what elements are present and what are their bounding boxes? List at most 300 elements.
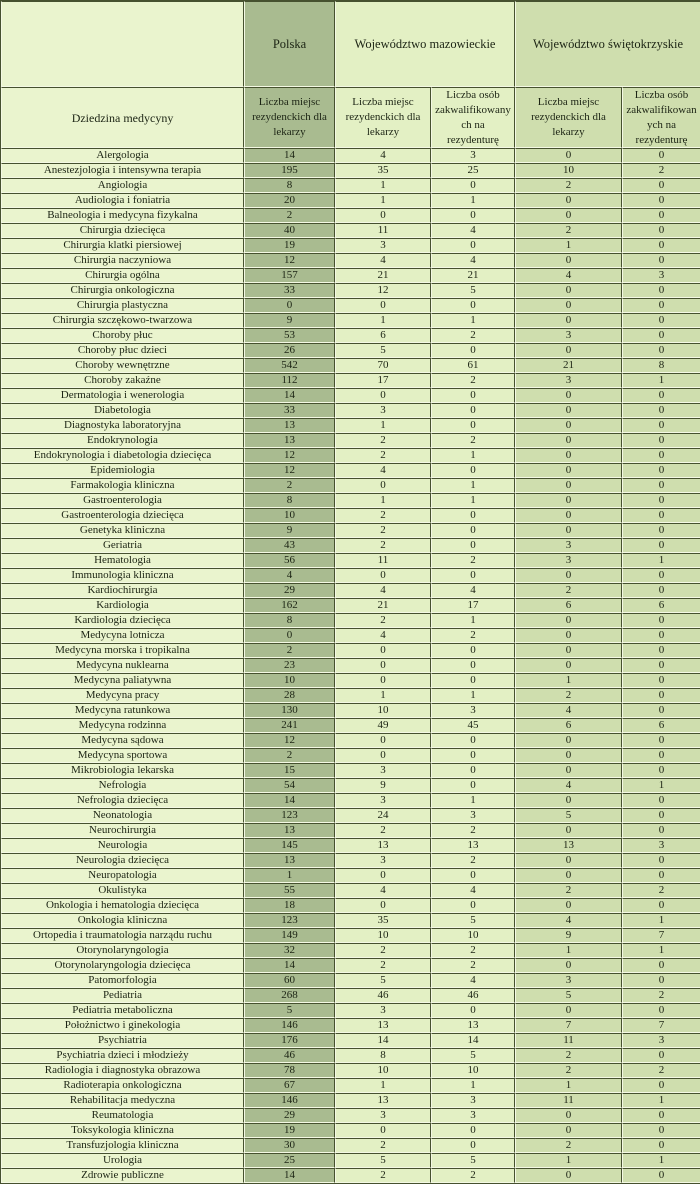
table-row — [1, 1108, 700, 1123]
swietokrzyskie-zakwalifikowani-cell: 8 — [622, 358, 700, 373]
polska-miejsca-cell: 33 — [244, 283, 335, 298]
swietokrzyskie-miejsca-cell: 3 — [515, 538, 622, 553]
mazowieckie-miejsca-cell: 46 — [335, 988, 431, 1003]
mazowieckie-miejsca-cell: 1 — [335, 313, 431, 328]
swietokrzyskie-zakwalifikowani-cell: 0 — [622, 208, 700, 223]
swietokrzyskie-miejsca-cell: 1 — [515, 673, 622, 688]
table-row — [1, 178, 700, 193]
polska-miejsca-cell: 20 — [244, 193, 335, 208]
mazowieckie-miejsca-cell: 0 — [335, 208, 431, 223]
mazowieckie-miejsca-cell: 0 — [335, 298, 431, 313]
mazowieckie-zakwalifikowani-cell: 4 — [431, 883, 515, 898]
swietokrzyskie-miejsca-cell: 0 — [515, 1003, 622, 1018]
swietokrzyskie-miejsca-cell: 0 — [515, 253, 622, 268]
mazowieckie-zakwalifikowani-cell: 2 — [431, 433, 515, 448]
swietokrzyskie-zakwalifikowani-cell: 0 — [622, 523, 700, 538]
specialty-name-cell: Pediatria metaboliczna — [1, 1003, 244, 1018]
mazowieckie-zakwalifikowani-cell: 0 — [431, 208, 515, 223]
mazowieckie-zakwalifikowani-cell: 1 — [431, 493, 515, 508]
polska-miejsca-cell: 130 — [244, 703, 335, 718]
swietokrzyskie-miejsca-cell: 0 — [515, 658, 622, 673]
specialty-name-cell: Onkologia kliniczna — [1, 913, 244, 928]
table-body — [1, 148, 700, 1183]
mazowieckie-zakwalifikowani-cell: 21 — [431, 268, 515, 283]
mazowieckie-miejsca-cell: 0 — [335, 643, 431, 658]
polska-miejsca-cell: 30 — [244, 1138, 335, 1153]
mazowieckie-zakwalifikowani-cell: 1 — [431, 193, 515, 208]
swietokrzyskie-miejsca-cell: 2 — [515, 1063, 622, 1078]
mazowieckie-zakwalifikowani-cell: 13 — [431, 838, 515, 853]
specialty-name-cell: Medycyna pracy — [1, 688, 244, 703]
table-row — [1, 253, 700, 268]
swietokrzyskie-miejsca-cell: 3 — [515, 553, 622, 568]
swietokrzyskie-miejsca-cell: 0 — [515, 628, 622, 643]
mazowieckie-miejsca-cell: 0 — [335, 898, 431, 913]
swietokrzyskie-miejsca-cell: 0 — [515, 613, 622, 628]
polska-miejsca-cell: 0 — [244, 298, 335, 313]
polska-miejsca-cell: 60 — [244, 973, 335, 988]
swietokrzyskie-zakwalifikowani-cell: 0 — [622, 148, 700, 163]
swietokrzyskie-miejsca-cell: 2 — [515, 223, 622, 238]
table-row — [1, 628, 700, 643]
polska-miejsca-cell: 56 — [244, 553, 335, 568]
swietokrzyskie-miejsca-cell: 0 — [515, 793, 622, 808]
table-row — [1, 358, 700, 373]
mazowieckie-miejsca-cell: 14 — [335, 1033, 431, 1048]
specialty-name-cell: Otorynolaryngologia — [1, 943, 244, 958]
table-row — [1, 823, 700, 838]
mazowieckie-zakwalifikowani-cell: 0 — [431, 538, 515, 553]
table-row — [1, 493, 700, 508]
specialty-name-cell: Medycyna lotnicza — [1, 628, 244, 643]
polska-miejsca-cell: 149 — [244, 928, 335, 943]
mazowieckie-miejsca-cell: 8 — [335, 1048, 431, 1063]
column-header-dziedzina: Dziedzina medycyny — [1, 87, 244, 148]
specialty-name-cell: Medycyna nuklearna — [1, 658, 244, 673]
swietokrzyskie-miejsca-cell: 5 — [515, 988, 622, 1003]
mazowieckie-miejsca-cell: 4 — [335, 463, 431, 478]
table-row — [1, 433, 700, 448]
specialty-name-cell: Neonatologia — [1, 808, 244, 823]
specialty-name-cell: Farmakologia kliniczna — [1, 478, 244, 493]
swietokrzyskie-miejsca-cell: 0 — [515, 403, 622, 418]
swietokrzyskie-zakwalifikowani-cell: 0 — [622, 508, 700, 523]
specialty-name-cell: Nefrologia — [1, 778, 244, 793]
mazowieckie-zakwalifikowani-cell: 2 — [431, 823, 515, 838]
swietokrzyskie-zakwalifikowani-cell: 3 — [622, 268, 700, 283]
mazowieckie-miejsca-cell: 0 — [335, 568, 431, 583]
swietokrzyskie-zakwalifikowani-cell: 0 — [622, 463, 700, 478]
swietokrzyskie-miejsca-cell: 0 — [515, 388, 622, 403]
polska-miejsca-cell: 8 — [244, 493, 335, 508]
column-header-mazowieckie-zakwalifikowani: Liczba osób zakwalifikowanych na rezydenturę — [431, 87, 515, 148]
specialty-name-cell: Medycyna sądowa — [1, 733, 244, 748]
table-row — [1, 748, 700, 763]
specialty-name-cell: Radiologia i diagnostyka obrazowa — [1, 1063, 244, 1078]
mazowieckie-zakwalifikowani-cell: 14 — [431, 1033, 515, 1048]
swietokrzyskie-zakwalifikowani-cell: 0 — [622, 973, 700, 988]
swietokrzyskie-zakwalifikowani-cell: 0 — [622, 688, 700, 703]
specialty-name-cell: Radioterapia onkologiczna — [1, 1078, 244, 1093]
specialty-name-cell: Neurologia dziecięca — [1, 853, 244, 868]
polska-miejsca-cell: 43 — [244, 538, 335, 553]
swietokrzyskie-miejsca-cell: 0 — [515, 283, 622, 298]
specialty-name-cell: Immunologia kliniczna — [1, 568, 244, 583]
mazowieckie-miejsca-cell: 13 — [335, 838, 431, 853]
swietokrzyskie-miejsca-cell: 0 — [515, 193, 622, 208]
polska-miejsca-cell: 19 — [244, 238, 335, 253]
mazowieckie-miejsca-cell: 12 — [335, 283, 431, 298]
mazowieckie-zakwalifikowani-cell: 1 — [431, 478, 515, 493]
swietokrzyskie-zakwalifikowani-cell: 0 — [622, 1138, 700, 1153]
table-row — [1, 373, 700, 388]
swietokrzyskie-miejsca-cell: 4 — [515, 268, 622, 283]
specialty-name-cell: Genetyka kliniczna — [1, 523, 244, 538]
table-row — [1, 1078, 700, 1093]
table-row — [1, 1033, 700, 1048]
column-header-polska-miejsca: Liczba miejsc rezydenckich dla lekarzy — [244, 87, 335, 148]
mazowieckie-miejsca-cell: 0 — [335, 388, 431, 403]
mazowieckie-miejsca-cell: 4 — [335, 583, 431, 598]
table-row — [1, 973, 700, 988]
table-row — [1, 778, 700, 793]
swietokrzyskie-miejsca-cell: 13 — [515, 838, 622, 853]
swietokrzyskie-zakwalifikowani-cell: 1 — [622, 1153, 700, 1168]
table-row — [1, 853, 700, 868]
mazowieckie-miejsca-cell: 35 — [335, 163, 431, 178]
mazowieckie-zakwalifikowani-cell: 1 — [431, 1078, 515, 1093]
specialty-name-cell: Gastroenterologia — [1, 493, 244, 508]
mazowieckie-zakwalifikowani-cell: 0 — [431, 763, 515, 778]
mazowieckie-zakwalifikowani-cell: 0 — [431, 673, 515, 688]
swietokrzyskie-zakwalifikowani-cell: 0 — [622, 673, 700, 688]
swietokrzyskie-miejsca-cell: 0 — [515, 853, 622, 868]
table-row — [1, 388, 700, 403]
swietokrzyskie-zakwalifikowani-cell: 0 — [622, 583, 700, 598]
swietokrzyskie-miejsca-cell: 0 — [515, 568, 622, 583]
polska-miejsca-cell: 2 — [244, 748, 335, 763]
table-row — [1, 538, 700, 553]
mazowieckie-miejsca-cell: 3 — [335, 403, 431, 418]
specialty-name-cell: Kardiochirurgia — [1, 583, 244, 598]
polska-miejsca-cell: 14 — [244, 388, 335, 403]
swietokrzyskie-miejsca-cell: 1 — [515, 238, 622, 253]
table-row — [1, 568, 700, 583]
swietokrzyskie-zakwalifikowani-cell: 6 — [622, 598, 700, 613]
swietokrzyskie-miejsca-cell: 0 — [515, 508, 622, 523]
polska-miejsca-cell: 54 — [244, 778, 335, 793]
swietokrzyskie-zakwalifikowani-cell: 0 — [622, 223, 700, 238]
polska-miejsca-cell: 1 — [244, 868, 335, 883]
mazowieckie-zakwalifikowani-cell: 5 — [431, 913, 515, 928]
specialty-name-cell: Chirurgia ogólna — [1, 268, 244, 283]
swietokrzyskie-miejsca-cell: 1 — [515, 943, 622, 958]
swietokrzyskie-miejsca-cell: 5 — [515, 808, 622, 823]
polska-miejsca-cell: 2 — [244, 478, 335, 493]
mazowieckie-miejsca-cell: 6 — [335, 328, 431, 343]
table-row — [1, 478, 700, 493]
polska-miejsca-cell: 4 — [244, 568, 335, 583]
polska-miejsca-cell: 2 — [244, 208, 335, 223]
swietokrzyskie-zakwalifikowani-cell: 0 — [622, 808, 700, 823]
mazowieckie-zakwalifikowani-cell: 0 — [431, 343, 515, 358]
mazowieckie-zakwalifikowani-cell: 2 — [431, 373, 515, 388]
swietokrzyskie-zakwalifikowani-cell: 0 — [622, 283, 700, 298]
swietokrzyskie-zakwalifikowani-cell: 0 — [622, 898, 700, 913]
swietokrzyskie-zakwalifikowani-cell: 0 — [622, 238, 700, 253]
specialty-name-cell: Gastroenterologia dziecięca — [1, 508, 244, 523]
polska-miejsca-cell: 53 — [244, 328, 335, 343]
swietokrzyskie-zakwalifikowani-cell: 0 — [622, 1168, 700, 1183]
swietokrzyskie-miejsca-cell: 10 — [515, 163, 622, 178]
swietokrzyskie-zakwalifikowani-cell: 0 — [622, 313, 700, 328]
table-row — [1, 208, 700, 223]
mazowieckie-zakwalifikowani-cell: 0 — [431, 298, 515, 313]
mazowieckie-miejsca-cell: 0 — [335, 478, 431, 493]
swietokrzyskie-miejsca-cell: 3 — [515, 328, 622, 343]
mazowieckie-zakwalifikowani-cell: 0 — [431, 643, 515, 658]
swietokrzyskie-miejsca-cell: 3 — [515, 373, 622, 388]
swietokrzyskie-zakwalifikowani-cell: 0 — [622, 703, 700, 718]
specialty-name-cell: Diagnostyka laboratoryjna — [1, 418, 244, 433]
swietokrzyskie-miejsca-cell: 0 — [515, 448, 622, 463]
polska-miejsca-cell: 13 — [244, 418, 335, 433]
specialty-name-cell: Choroby zakaźne — [1, 373, 244, 388]
specialty-name-cell: Choroby wewnętrzne — [1, 358, 244, 373]
mazowieckie-zakwalifikowani-cell: 2 — [431, 958, 515, 973]
swietokrzyskie-miejsca-cell: 0 — [515, 418, 622, 433]
specialty-name-cell: Dermatologia i wenerologia — [1, 388, 244, 403]
swietokrzyskie-zakwalifikowani-cell: 0 — [622, 748, 700, 763]
mazowieckie-miejsca-cell: 1 — [335, 178, 431, 193]
mazowieckie-zakwalifikowani-cell: 5 — [431, 1048, 515, 1063]
mazowieckie-miejsca-cell: 5 — [335, 343, 431, 358]
table-row — [1, 583, 700, 598]
swietokrzyskie-zakwalifikowani-cell: 0 — [622, 478, 700, 493]
swietokrzyskie-miejsca-cell: 11 — [515, 1093, 622, 1108]
mazowieckie-zakwalifikowani-cell: 0 — [431, 868, 515, 883]
mazowieckie-miejsca-cell: 2 — [335, 1138, 431, 1153]
specialty-name-cell: Okulistyka — [1, 883, 244, 898]
swietokrzyskie-zakwalifikowani-cell: 0 — [622, 418, 700, 433]
swietokrzyskie-miejsca-cell: 0 — [515, 478, 622, 493]
swietokrzyskie-miejsca-cell: 9 — [515, 928, 622, 943]
table-row — [1, 1123, 700, 1138]
table-row — [1, 733, 700, 748]
mazowieckie-miejsca-cell: 13 — [335, 1093, 431, 1108]
table-row — [1, 508, 700, 523]
mazowieckie-zakwalifikowani-cell: 0 — [431, 898, 515, 913]
swietokrzyskie-zakwalifikowani-cell: 0 — [622, 628, 700, 643]
table-row — [1, 238, 700, 253]
group-header-mazowieckie: Województwo mazowieckie — [335, 1, 515, 87]
polska-miejsca-cell: 12 — [244, 253, 335, 268]
table-row — [1, 718, 700, 733]
swietokrzyskie-zakwalifikowani-cell: 2 — [622, 1063, 700, 1078]
mazowieckie-miejsca-cell: 2 — [335, 1168, 431, 1183]
swietokrzyskie-zakwalifikowani-cell: 1 — [622, 553, 700, 568]
swietokrzyskie-zakwalifikowani-cell: 3 — [622, 838, 700, 853]
specialty-name-cell: Zdrowie publiczne — [1, 1168, 244, 1183]
specialty-name-cell: Balneologia i medycyna fizykalna — [1, 208, 244, 223]
mazowieckie-zakwalifikowani-cell: 0 — [431, 508, 515, 523]
swietokrzyskie-zakwalifikowani-cell: 0 — [622, 298, 700, 313]
specialty-name-cell: Geriatria — [1, 538, 244, 553]
swietokrzyskie-zakwalifikowani-cell: 2 — [622, 883, 700, 898]
mazowieckie-miejsca-cell: 21 — [335, 598, 431, 613]
mazowieckie-miejsca-cell: 4 — [335, 148, 431, 163]
polska-miejsca-cell: 19 — [244, 1123, 335, 1138]
swietokrzyskie-miejsca-cell: 2 — [515, 1138, 622, 1153]
mazowieckie-zakwalifikowani-cell: 1 — [431, 313, 515, 328]
swietokrzyskie-miejsca-cell: 0 — [515, 343, 622, 358]
mazowieckie-zakwalifikowani-cell: 1 — [431, 688, 515, 703]
polska-miejsca-cell: 12 — [244, 463, 335, 478]
swietokrzyskie-zakwalifikowani-cell: 3 — [622, 1033, 700, 1048]
table-row — [1, 1168, 700, 1183]
table-row — [1, 163, 700, 178]
swietokrzyskie-miejsca-cell: 0 — [515, 958, 622, 973]
mazowieckie-miejsca-cell: 9 — [335, 778, 431, 793]
mazowieckie-zakwalifikowani-cell: 1 — [431, 793, 515, 808]
mazowieckie-zakwalifikowani-cell: 3 — [431, 148, 515, 163]
mazowieckie-miejsca-cell: 5 — [335, 973, 431, 988]
table-row — [1, 898, 700, 913]
swietokrzyskie-miejsca-cell: 1 — [515, 1078, 622, 1093]
swietokrzyskie-zakwalifikowani-cell: 0 — [622, 613, 700, 628]
mazowieckie-miejsca-cell: 0 — [335, 658, 431, 673]
swietokrzyskie-zakwalifikowani-cell: 0 — [622, 868, 700, 883]
table-row — [1, 883, 700, 898]
polska-miejsca-cell: 40 — [244, 223, 335, 238]
table-row — [1, 763, 700, 778]
polska-miejsca-cell: 29 — [244, 1108, 335, 1123]
specialty-name-cell: Toksykologia kliniczna — [1, 1123, 244, 1138]
polska-miejsca-cell: 29 — [244, 583, 335, 598]
swietokrzyskie-zakwalifikowani-cell: 0 — [622, 538, 700, 553]
mazowieckie-miejsca-cell: 2 — [335, 613, 431, 628]
polska-miejsca-cell: 195 — [244, 163, 335, 178]
table-row — [1, 958, 700, 973]
specialty-name-cell: Rehabilitacja medyczna — [1, 1093, 244, 1108]
swietokrzyskie-zakwalifikowani-cell: 0 — [622, 658, 700, 673]
swietokrzyskie-zakwalifikowani-cell: 0 — [622, 1108, 700, 1123]
swietokrzyskie-miejsca-cell: 0 — [515, 868, 622, 883]
swietokrzyskie-miejsca-cell: 2 — [515, 583, 622, 598]
swietokrzyskie-miejsca-cell: 11 — [515, 1033, 622, 1048]
mazowieckie-zakwalifikowani-cell: 0 — [431, 658, 515, 673]
specialty-name-cell: Mikrobiologia lekarska — [1, 763, 244, 778]
polska-miejsca-cell: 15 — [244, 763, 335, 778]
polska-miejsca-cell: 13 — [244, 823, 335, 838]
mazowieckie-zakwalifikowani-cell: 25 — [431, 163, 515, 178]
swietokrzyskie-zakwalifikowani-cell: 0 — [622, 643, 700, 658]
mazowieckie-zakwalifikowani-cell: 4 — [431, 223, 515, 238]
swietokrzyskie-miejsca-cell: 1 — [515, 1153, 622, 1168]
polska-miejsca-cell: 241 — [244, 718, 335, 733]
swietokrzyskie-miejsca-cell: 21 — [515, 358, 622, 373]
mazowieckie-miejsca-cell: 2 — [335, 523, 431, 538]
swietokrzyskie-zakwalifikowani-cell: 0 — [622, 763, 700, 778]
mazowieckie-zakwalifikowani-cell: 13 — [431, 1018, 515, 1033]
mazowieckie-miejsca-cell: 2 — [335, 448, 431, 463]
polska-miejsca-cell: 78 — [244, 1063, 335, 1078]
swietokrzyskie-miejsca-cell: 3 — [515, 973, 622, 988]
table-row — [1, 1003, 700, 1018]
table-row — [1, 1018, 700, 1033]
table-row — [1, 913, 700, 928]
table-row — [1, 1048, 700, 1063]
table-row — [1, 1093, 700, 1108]
table-row — [1, 148, 700, 163]
specialty-name-cell: Alergologia — [1, 148, 244, 163]
swietokrzyskie-zakwalifikowani-cell: 2 — [622, 988, 700, 1003]
specialty-name-cell: Chirurgia onkologiczna — [1, 283, 244, 298]
mazowieckie-miejsca-cell: 1 — [335, 418, 431, 433]
specialty-name-cell: Chirurgia dziecięca — [1, 223, 244, 238]
mazowieckie-miejsca-cell: 49 — [335, 718, 431, 733]
polska-miejsca-cell: 10 — [244, 508, 335, 523]
polska-miejsca-cell: 28 — [244, 688, 335, 703]
mazowieckie-zakwalifikowani-cell: 3 — [431, 1093, 515, 1108]
swietokrzyskie-miejsca-cell: 0 — [515, 1108, 622, 1123]
swietokrzyskie-zakwalifikowani-cell: 0 — [622, 958, 700, 973]
mazowieckie-miejsca-cell: 2 — [335, 943, 431, 958]
specialty-name-cell: Anestezjologia i intensywna terapia — [1, 163, 244, 178]
specialty-name-cell: Nefrologia dziecięca — [1, 793, 244, 808]
polska-miejsca-cell: 14 — [244, 1168, 335, 1183]
swietokrzyskie-zakwalifikowani-cell: 0 — [622, 1003, 700, 1018]
swietokrzyskie-zakwalifikowani-cell: 0 — [622, 433, 700, 448]
mazowieckie-zakwalifikowani-cell: 2 — [431, 943, 515, 958]
mazowieckie-zakwalifikowani-cell: 0 — [431, 403, 515, 418]
mazowieckie-miejsca-cell: 2 — [335, 958, 431, 973]
specialty-name-cell: Urologia — [1, 1153, 244, 1168]
polska-miejsca-cell: 14 — [244, 958, 335, 973]
mazowieckie-miejsca-cell: 0 — [335, 868, 431, 883]
polska-miejsca-cell: 268 — [244, 988, 335, 1003]
mazowieckie-zakwalifikowani-cell: 2 — [431, 1168, 515, 1183]
mazowieckie-miejsca-cell: 3 — [335, 1003, 431, 1018]
table-row — [1, 658, 700, 673]
mazowieckie-miejsca-cell: 11 — [335, 223, 431, 238]
polska-miejsca-cell: 146 — [244, 1093, 335, 1108]
mazowieckie-zakwalifikowani-cell: 3 — [431, 703, 515, 718]
polska-miejsca-cell: 10 — [244, 673, 335, 688]
specialty-name-cell: Angiologia — [1, 178, 244, 193]
swietokrzyskie-zakwalifikowani-cell: 0 — [622, 178, 700, 193]
mazowieckie-zakwalifikowani-cell: 4 — [431, 253, 515, 268]
sub-header-row — [1, 87, 700, 148]
specialty-name-cell: Choroby płuc — [1, 328, 244, 343]
mazowieckie-zakwalifikowani-cell: 10 — [431, 1063, 515, 1078]
swietokrzyskie-miejsca-cell: 2 — [515, 688, 622, 703]
specialty-name-cell: Audiologia i foniatria — [1, 193, 244, 208]
mazowieckie-zakwalifikowani-cell: 1 — [431, 448, 515, 463]
specialty-name-cell: Chirurgia plastyczna — [1, 298, 244, 313]
mazowieckie-zakwalifikowani-cell: 45 — [431, 718, 515, 733]
swietokrzyskie-miejsca-cell: 0 — [515, 523, 622, 538]
polska-miejsca-cell: 26 — [244, 343, 335, 358]
mazowieckie-zakwalifikowani-cell: 0 — [431, 778, 515, 793]
polska-miejsca-cell: 123 — [244, 913, 335, 928]
table-row — [1, 1138, 700, 1153]
mazowieckie-miejsca-cell: 10 — [335, 928, 431, 943]
mazowieckie-zakwalifikowani-cell: 17 — [431, 598, 515, 613]
table-row — [1, 403, 700, 418]
swietokrzyskie-miejsca-cell: 0 — [515, 1123, 622, 1138]
polska-miejsca-cell: 32 — [244, 943, 335, 958]
